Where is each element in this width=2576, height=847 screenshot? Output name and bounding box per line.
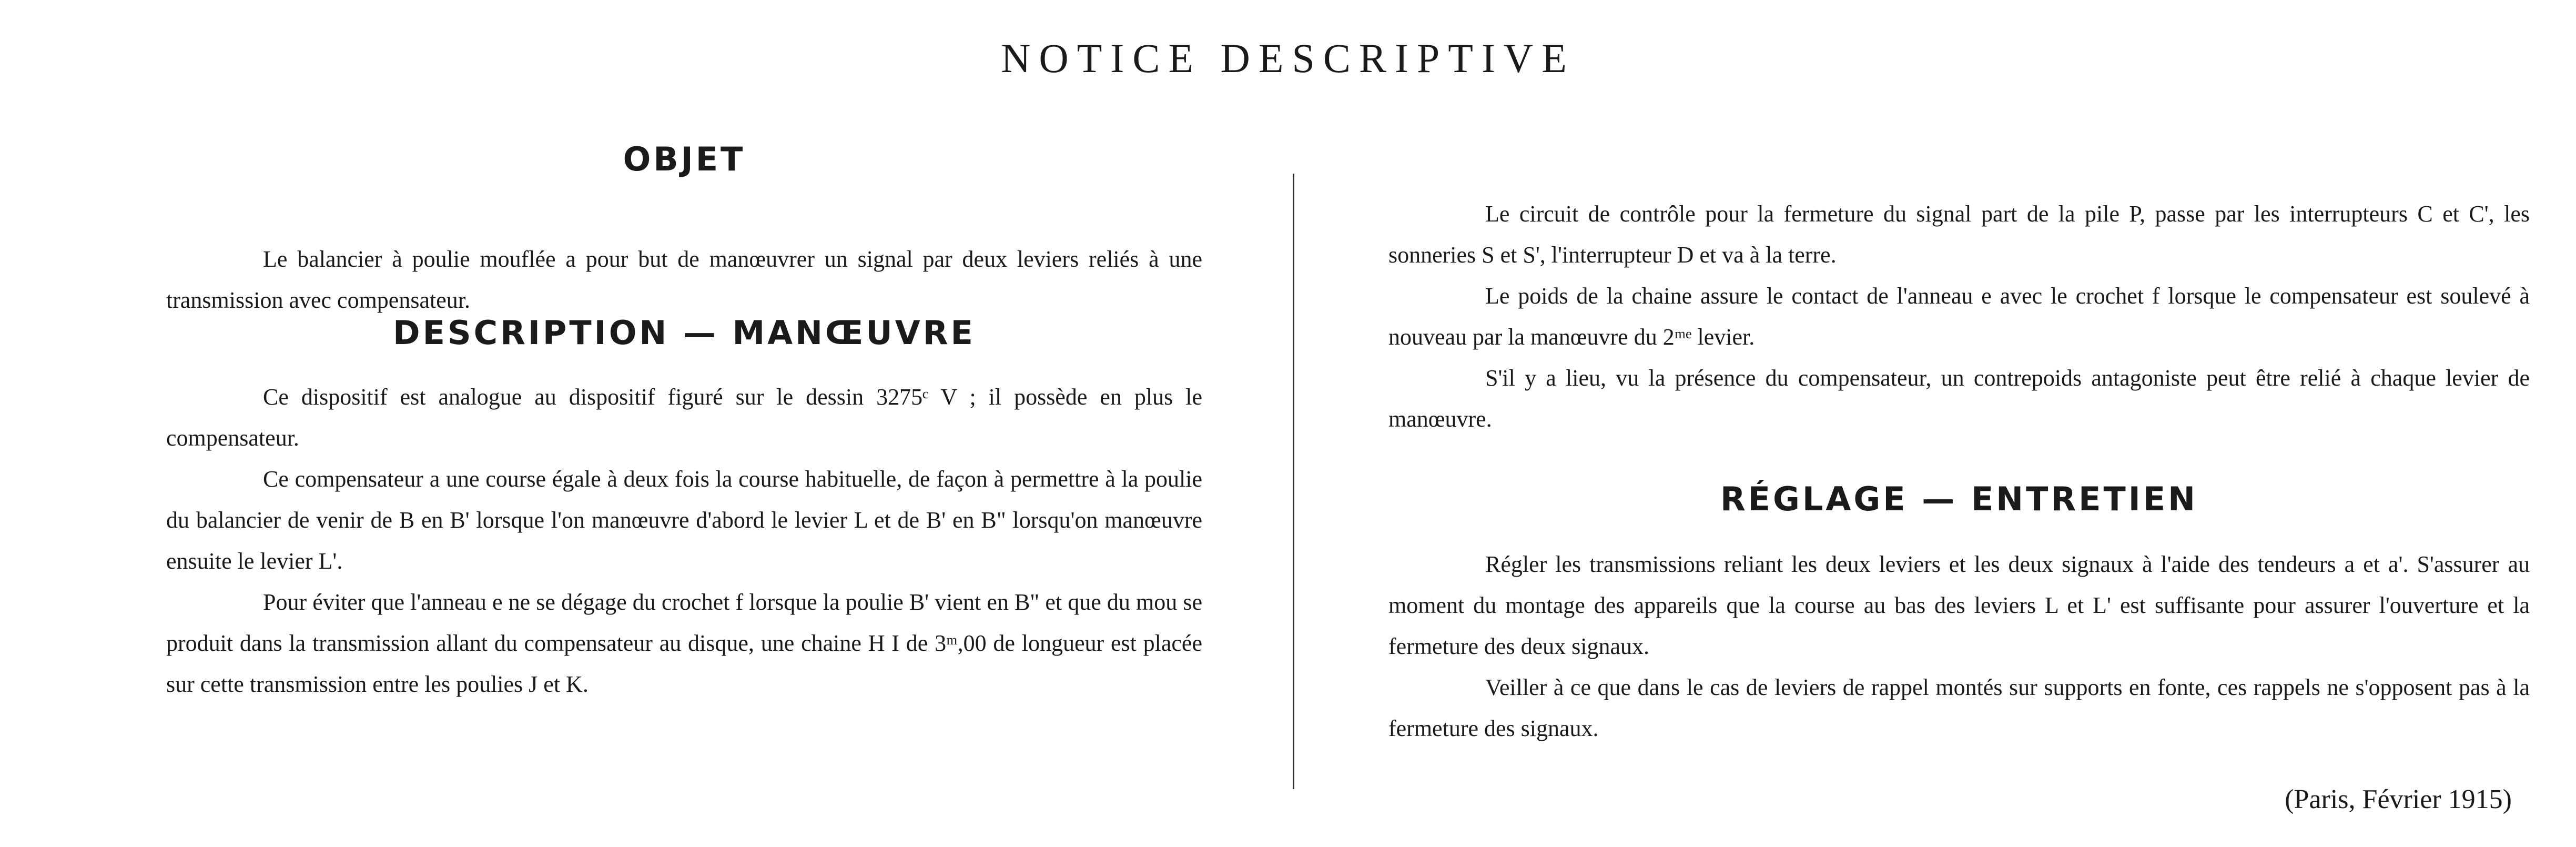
paragraph-description-2: Ce compensateur a une course égale à deux fois la course habituelle, de façon à permettre à la poulie du balancier de venir de B en B' lorsque l'on manœuvre d'abord le levier L et de B' en B" lorsqu'on manœuvre ensuite le levier L'. [166, 466, 1202, 574]
paragraph-poids: Le poids de la chaine assure le contact de l'anneau e avec le crochet f lorsque le compensateur est soulevé à nouveau par la manœuvre du 2ᵐᵉ levier. [1388, 283, 2530, 350]
heading-description: DESCRIPTION — MANŒUVRE [393, 314, 976, 352]
signature-date: (Paris, Février 1915) [2285, 784, 2512, 814]
paragraph-reglage-1: Régler les transmissions reliant les deux leviers et les deux signaux à l'aide des tendeurs a et a'. S'assurer au moment du montage des appareils que la course au bas des leviers L et L' est suffisante pour assurer l'ouverture et la fermeture des deux signaux. [1388, 551, 2530, 659]
heading-objet: OBJET [623, 140, 746, 178]
paragraph-circuit: Le circuit de contrôle pour la fermeture du signal part de la pile P, passe par les interrupteurs C et C', les sonneries S et S', l'interrupteur D et va à la terre. [1388, 201, 2530, 268]
paragraph-objet-text: Le balancier à poulie mouflée a pour but de manœuvrer un signal par deux leviers reliés à une transmission avec compensateur. [166, 246, 1202, 313]
paragraph-reglage-2: Veiller à ce que dans le cas de leviers de rappel montés sur supports en fonte, ces rappels ne s'opposent pas à la fermeture des signaux. [1388, 674, 2530, 741]
heading-reglage: RÉGLAGE — ENTRETIEN [1720, 480, 2198, 518]
paragraph-contrepoids: S'il y a lieu, vu la présence du compensateur, un contrepoids antagoniste peut être relié à chaque levier de manœuvre. [1388, 365, 2530, 432]
page-title: NOTICE DESCRIPTIVE [1001, 35, 1575, 81]
paragraph-objet [166, 198, 1202, 321]
column-divider [1293, 174, 1294, 789]
paragraph-description-3: Pour éviter que l'anneau e ne se dégage du crochet f lorsque la poulie B' vient en B" et que du mou se produit dans la transmission allant du compensateur au disque, une chaine H I de 3ᵐ,00 de longueur est placée sur cette transmission entre les poulies J et K. [166, 589, 1202, 697]
paragraph-description-1: Ce dispositif est analogue au dispositif figuré sur le dessin 3275ᶜ V ; il possède en plus le compensateur. [166, 384, 1202, 451]
